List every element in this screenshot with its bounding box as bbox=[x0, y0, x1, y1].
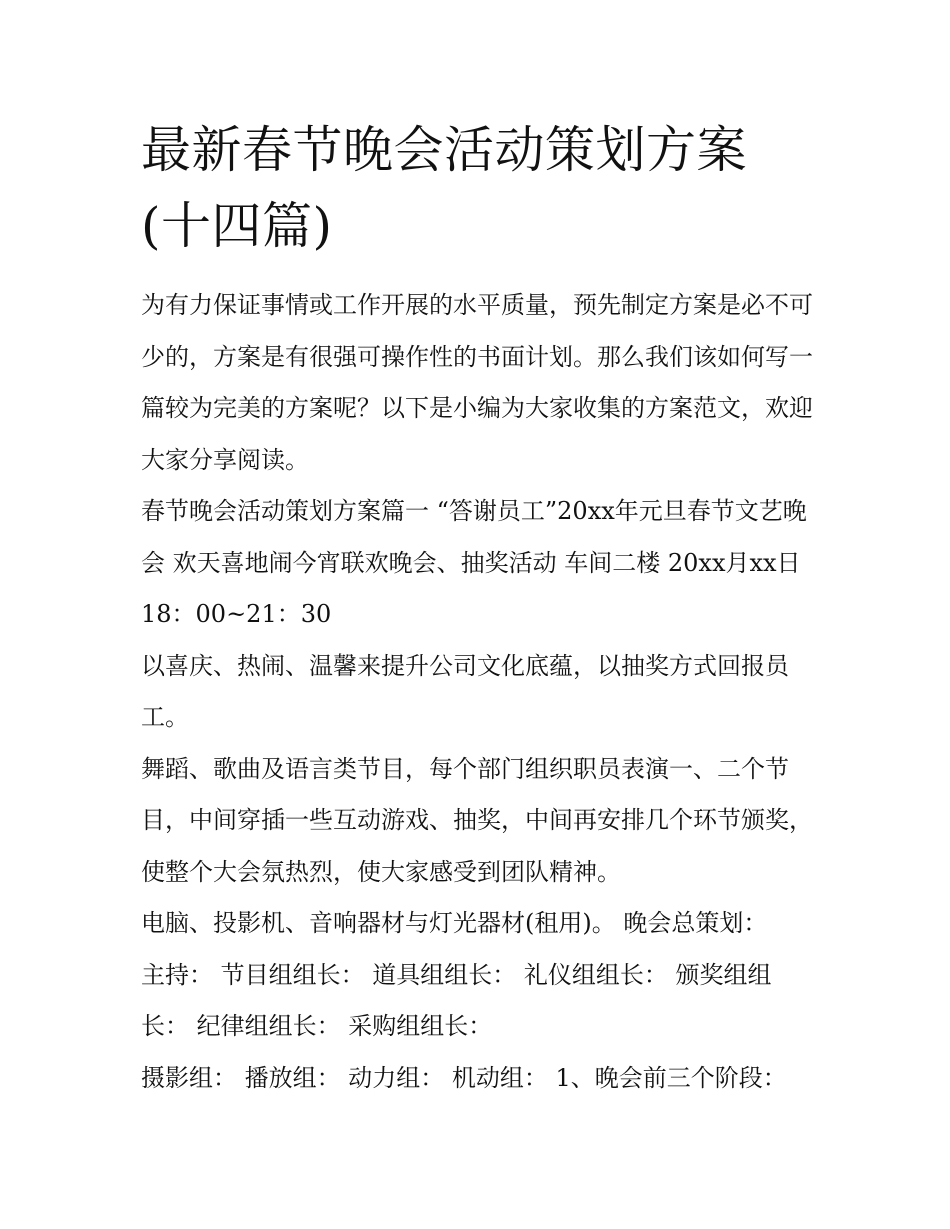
paragraph-team-leaders: 主持： 节目组组长： 道具组组长： 礼仪组组长： 颁奖组组长： 纪律组组长： 采购组组长： bbox=[141, 960, 772, 1040]
document-page bbox=[141, 112, 813, 1104]
paragraph-purpose: 以喜庆、热闹、温馨来提升公司文化底蕴，以抽奖方式回报员工。 bbox=[141, 651, 789, 731]
paragraph-event-overview: 春节晚会活动策划方案篇一 “答谢员工”20xx年元旦春节文艺晚会 欢天喜地闹今宵联欢晚会、抽奖活动 车间二楼 20xx月xx日18：00~21：30 bbox=[141, 497, 807, 628]
paragraph-program: 舞蹈、歌曲及语言类节目，每个部门组织职员表演一、二个节目，中间穿插一些互动游戏、抽奖，中间再安排几个环节颁奖，使整个大会氛热烈，使大家感受到团队精神。 bbox=[141, 754, 813, 886]
paragraph-intro: 为有力保证事情或工作开展的水平质量，预先制定方案是必不可少的，方案是有很强可操作性的书面计划。那么我们该如何写一篇较为完美的方案呢？以下是小编为大家收集的方案范文，欢迎大家分享阅读。 bbox=[141, 291, 813, 474]
paragraph-equipment: 电脑、投影机、音响器材与灯光器材(租用)。 晚会总策划： bbox=[141, 909, 768, 937]
document-title: 最新春节晚会活动策划方案(十四篇) bbox=[141, 121, 747, 255]
paragraph-team-groups: 摄影组： 播放组： 动力组： 机动组： 1、晚会前三个阶段： bbox=[141, 1063, 787, 1092]
